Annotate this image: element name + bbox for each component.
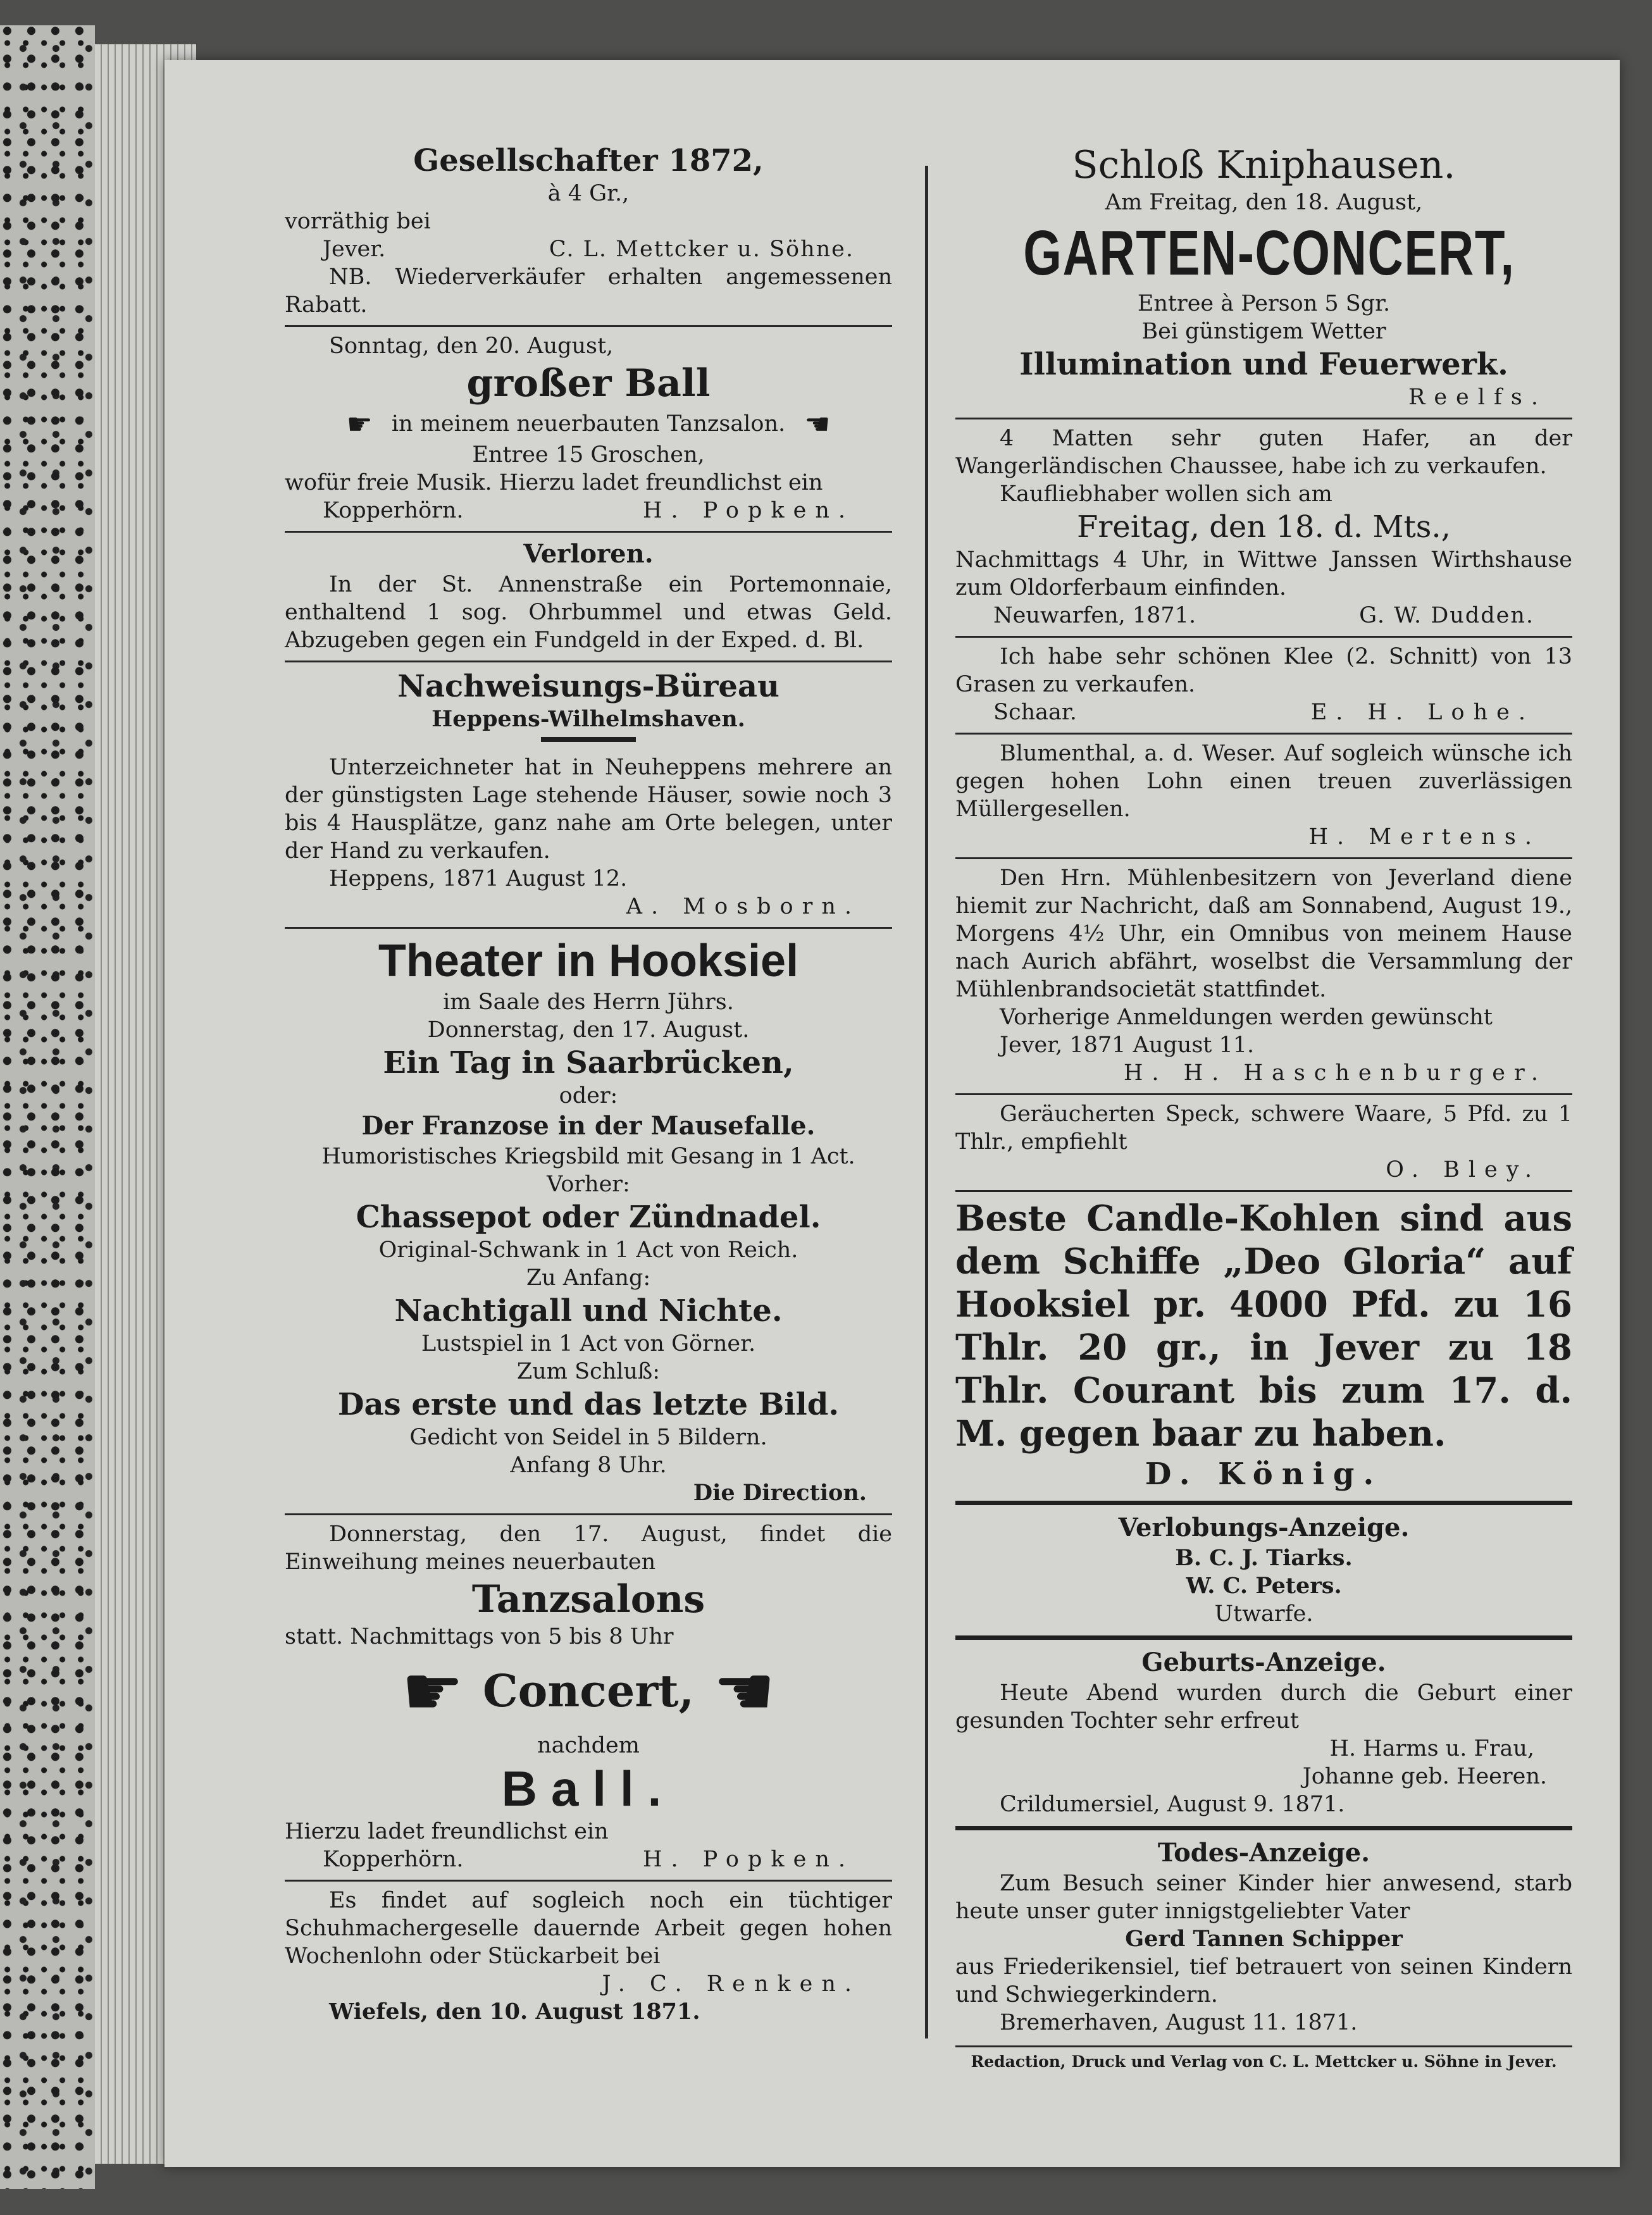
pointing-hand-left-icon: ☚ bbox=[804, 407, 831, 441]
play-title: Das erste und das letzte Bild. bbox=[337, 1387, 840, 1422]
imprint-line: Redaction, Druck und Verlag von C. L. Mettcker u. Söhne in Jever. bbox=[955, 2045, 1572, 2073]
play-description: Lustspiel in 1 Act von Görner. bbox=[421, 1331, 756, 1356]
ad-signature: A. Mosborn. bbox=[626, 894, 860, 919]
ad-place: Neuwarfen, 1871. bbox=[993, 603, 1196, 628]
ad-signature: H. Mertens. bbox=[1308, 824, 1541, 850]
ad-date: Crildumersiel, August 9. 1871. bbox=[1000, 1792, 1345, 1817]
book-spine bbox=[0, 25, 95, 2189]
ad-body: Es findet auf sogleich noch ein tüchtiger Schuhmachergeselle dauernde Arbeit gegen hohen Wochenlohn oder Stückarbeit bei bbox=[285, 1888, 892, 1969]
ad-signature: Die Direction. bbox=[693, 1480, 867, 1506]
play-connector: Vorher: bbox=[547, 1172, 630, 1197]
ad-body: Geräucherten Speck, schwere Waare, 5 Pfd. zu 1 Thlr., empfiehlt bbox=[955, 1101, 1572, 1155]
ad-tod bbox=[955, 1826, 1572, 2040]
ad-title: Theater in Hooksiel bbox=[378, 936, 799, 986]
ad-signature-row bbox=[285, 1846, 892, 1873]
deceased-name: Gerd Tannen Schipper bbox=[1125, 1926, 1403, 1952]
ad-place: Jever. bbox=[323, 237, 386, 262]
ad-title: Tanzsalons bbox=[471, 1577, 705, 1622]
ad-body: In der St. Annenstraße ein Portemonnaie, enthaltend 1 sog. Ohrbummel und etwas Geld. Abzugeben gegen ein Fundgeld in der Exped. d. Bl. bbox=[285, 572, 892, 653]
ad-price: à 4 Gr., bbox=[547, 181, 630, 206]
ad-signature: G. W. Dudden. bbox=[1359, 603, 1534, 628]
ad-signature-row bbox=[285, 235, 892, 263]
ad-illumination: Illumination und Feuerwerk. bbox=[1019, 347, 1508, 382]
ad-venue: im Saale des Herrn Jührs. bbox=[443, 990, 734, 1015]
ad-title: Gesellschafter 1872, bbox=[413, 143, 764, 178]
play-title: Chassepot oder Zündnadel. bbox=[356, 1200, 821, 1235]
ad-body: Ich habe sehr schönen Klee (2. Schnitt) von 13 Grasen zu verkaufen. bbox=[955, 644, 1572, 697]
ad-title: Verloren. bbox=[523, 539, 654, 569]
ad-invite: Hierzu ladet freundlichst ein bbox=[285, 1819, 609, 1844]
ad-body: 4 Matten sehr guten Hafer, an der Wangerländischen Chaussee, habe ich zu verkaufen. bbox=[955, 426, 1572, 479]
ad-schuhmacher bbox=[285, 1880, 892, 2030]
ad-date: Am Freitag, den 18. August, bbox=[1105, 190, 1423, 215]
ad-signature: Johanne geb. Heeren. bbox=[1302, 1764, 1547, 1789]
ad-note: NB. Wiederverkäufer erhalten angemessenen Rabatt. bbox=[285, 264, 892, 318]
ad-subtitle: Heppens-Wilhelmshaven. bbox=[432, 706, 745, 732]
ad-host: H. Popken. bbox=[643, 498, 854, 523]
ad-signature: D. König. bbox=[1145, 1456, 1383, 1492]
ad-date: Wiefels, den 10. August 1871. bbox=[329, 1999, 700, 2025]
play-connector: oder: bbox=[559, 1083, 618, 1108]
ad-ball-title: Ball. bbox=[501, 1761, 676, 1816]
ad-signature: J. C. Renken. bbox=[602, 1971, 860, 1997]
ad-signature: Reelfs. bbox=[1408, 385, 1547, 410]
ad-pre: Vorherige Anmeldungen werden gewünscht bbox=[1000, 1005, 1493, 1030]
ad-date: Sonntag, den 20. August, bbox=[329, 333, 614, 359]
ad-signature: H. H. Haschenburger. bbox=[1123, 1060, 1547, 1086]
left-column bbox=[285, 139, 892, 2030]
ad-tanzsalon bbox=[285, 1513, 892, 1877]
ad-body: Heute Abend wurden durch die Geburt einer gesunden Tochter sehr erfreut bbox=[955, 1680, 1572, 1734]
ad-body: Den Hrn. Mühlenbesitzern von Jeverland diene hiemit zur Nachricht, daß am Sonnabend, August 19., Morgens 4½ Uhr, ein Omnibus von meinem Hause nach Aurich abfährt, woselbst die Versammlung der Mühlenbrandsocietät stattfindet. bbox=[955, 866, 1572, 1002]
play-description: Humoristisches Kriegsbild mit Gesang in 1 Act. bbox=[321, 1144, 855, 1169]
ad-vendor: C. L. Mettcker u. Söhne. bbox=[549, 237, 854, 262]
ad-body: Unterzeichneter hat in Neuheppens mehrere an der günstigsten Lage stehende Häuser, sowie noch 3 bis 4 Hausplätze, ganz nahe am Orte belegen, unter der Hand zu verkaufen. bbox=[285, 755, 892, 864]
ad-title: Geburts-Anzeige. bbox=[1141, 1647, 1386, 1677]
concert-row bbox=[285, 1651, 892, 1732]
pointing-hand-left-icon: ☚ bbox=[713, 1651, 776, 1732]
title-underline bbox=[541, 737, 636, 742]
ad-title: großer Ball bbox=[466, 361, 711, 406]
ad-date: Bremerhaven, August 11. 1871. bbox=[1000, 2010, 1358, 2035]
ad-buero bbox=[285, 661, 892, 924]
ad-name: B. C. J. Tiarks. bbox=[1175, 1545, 1353, 1571]
ad-text: vorräthig bei bbox=[285, 209, 431, 234]
play-description: Gedicht von Seidel in 5 Bildern. bbox=[409, 1425, 767, 1450]
ad-concert-title: GARTEN-CONCERT, bbox=[1023, 218, 1515, 289]
ad-speck bbox=[955, 1093, 1572, 1188]
pointing-hand-right-icon: ☛ bbox=[346, 407, 373, 441]
ad-title: Verlobungs-Anzeige. bbox=[1118, 1513, 1410, 1542]
ad-verloren bbox=[285, 531, 892, 658]
ad-host: H. Popken. bbox=[643, 1847, 854, 1872]
ad-signature-row bbox=[955, 698, 1572, 726]
column-divider bbox=[925, 166, 928, 2038]
ad-place: Utwarfe. bbox=[1214, 1601, 1314, 1627]
ad-body: Blumenthal, a. d. Weser. Auf sogleich wünsche ich gegen hohen Lohn einen treuen zuverlässigen Müllergesellen. bbox=[955, 741, 1572, 822]
ad-place: Kopperhörn. bbox=[323, 498, 464, 523]
right-column bbox=[955, 139, 1572, 2088]
ad-intro: Donnerstag, den 17. August, findet die Einweihung meines neuerbauten bbox=[285, 1522, 892, 1575]
ad-entry: Entree à Person 5 Sgr. bbox=[1137, 291, 1391, 316]
ad-signature-row bbox=[285, 497, 892, 524]
ad-weather: Bei günstigem Wetter bbox=[1141, 319, 1386, 344]
ad-signature: E. H. Lohe. bbox=[1310, 700, 1534, 725]
ad-date: Donnerstag, den 17. August. bbox=[427, 1017, 750, 1043]
ad-connector: nachdem bbox=[537, 1733, 640, 1758]
ad-body: Beste Candle-Kohlen sind aus dem Schiffe „Deo Gloria“ auf Hooksiel pr. 4000 Pfd. zu 16 Thlr. 20 gr., in Jever zu 18 Thlr. Courant bis zum 17. d. M. gegen baar zu haben. bbox=[955, 1198, 1572, 1455]
ad-invite: wofür freie Musik. Hierzu ladet freundlichst ein bbox=[285, 470, 823, 495]
play-subtitle: Der Franzose in der Mausefalle. bbox=[361, 1111, 816, 1141]
ad-schloss bbox=[955, 139, 1572, 415]
venue-row bbox=[285, 407, 892, 441]
ad-time: statt. Nachmittags von 5 bis 8 Uhr bbox=[285, 1624, 674, 1649]
ad-kohlen bbox=[955, 1190, 1572, 1497]
pointing-hand-right-icon: ☛ bbox=[401, 1651, 464, 1732]
ad-name: W. C. Peters. bbox=[1186, 1573, 1342, 1599]
play-connector: Zu Anfang: bbox=[526, 1265, 651, 1291]
ad-time: Nachmittags 4 Uhr, in Wittwe Janssen Wirthshause zum Oldorferbaum einfinden. bbox=[955, 547, 1572, 600]
ad-venue: in meinem neuerbauten Tanzsalon. bbox=[391, 411, 786, 437]
play-connector: Zum Schluß: bbox=[516, 1359, 661, 1384]
ad-theater bbox=[285, 927, 892, 1511]
ad-title: Schloß Kniphausen. bbox=[1072, 143, 1456, 187]
ad-hafer bbox=[955, 418, 1572, 633]
ad-verlobung bbox=[955, 1501, 1572, 1632]
ad-klee bbox=[955, 636, 1572, 730]
ad-place: Kopperhörn. bbox=[323, 1847, 464, 1872]
play-title: Ein Tag in Saarbrücken, bbox=[383, 1045, 794, 1081]
ad-start-time: Anfang 8 Uhr. bbox=[510, 1453, 667, 1478]
ad-ball bbox=[285, 325, 892, 528]
ad-signature: O. Bley. bbox=[1386, 1157, 1541, 1182]
ad-mueller bbox=[955, 733, 1572, 855]
ad-place: Schaar. bbox=[993, 700, 1077, 725]
ad-body: Zum Besuch seiner Kinder hier anwesend, starb heute unser guter innigstgeliebter Vater bbox=[955, 1871, 1572, 1924]
ad-date: Jever, 1871 August 11. bbox=[1000, 1033, 1255, 1058]
ad-geburt bbox=[955, 1635, 1572, 1822]
ad-gesellschafter bbox=[285, 139, 892, 323]
ad-title: Nachweisungs-Büreau bbox=[397, 669, 779, 704]
ad-date-large: Freitag, den 18. d. Mts., bbox=[1077, 509, 1451, 545]
ad-entry: Entree 15 Groschen, bbox=[472, 442, 705, 468]
ad-date: Heppens, 1871 August 12. bbox=[329, 866, 628, 891]
ad-concert: Concert, bbox=[482, 1665, 695, 1717]
play-description: Original-Schwank in 1 Act von Reich. bbox=[378, 1238, 798, 1263]
ad-signature-row bbox=[955, 602, 1572, 630]
ad-buyers: Kaufliebhaber wollen sich am bbox=[1000, 481, 1332, 507]
ad-muehlen bbox=[955, 857, 1572, 1091]
ad-body: aus Friederikensiel, tief betrauert von seinen Kindern und Schwiegerkindern. bbox=[955, 1954, 1572, 2007]
play-title: Nachtigall und Nichte. bbox=[394, 1293, 783, 1329]
ad-title: Todes-Anzeige. bbox=[1157, 1838, 1370, 1868]
ad-signature: H. Harms u. Frau, bbox=[1329, 1736, 1534, 1761]
